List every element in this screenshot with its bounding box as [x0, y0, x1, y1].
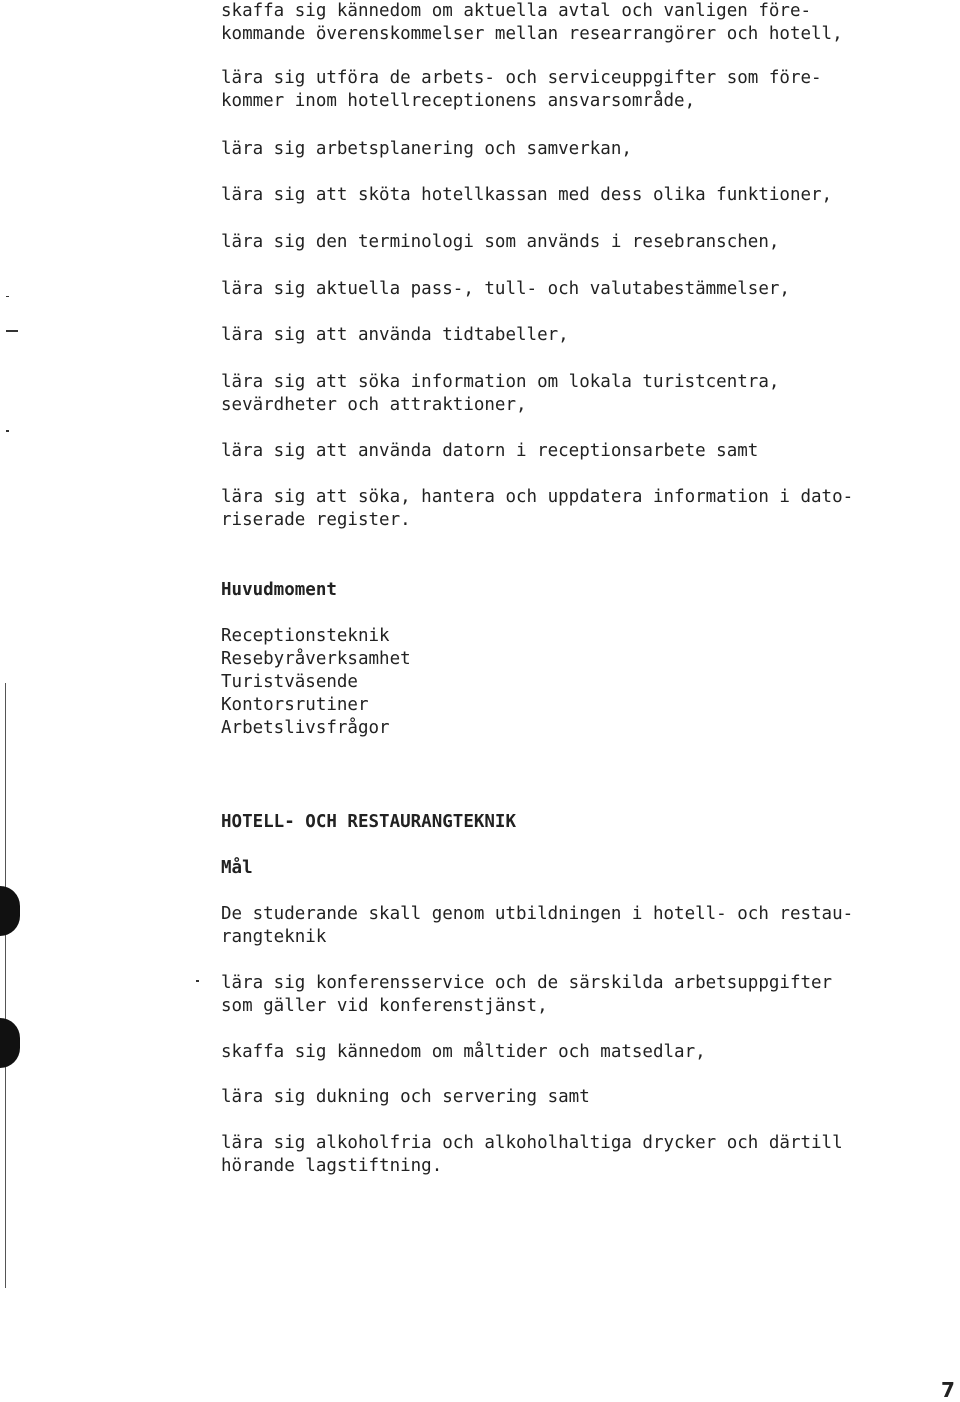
section-heading-huvudmoment: Huvudmoment [221, 580, 337, 600]
main-components-list: Receptionsteknik Resebyråverksamhet Turistväsende Kontorsrutiner Arbetslivsfrågor [221, 626, 411, 738]
page-number: 7 [941, 1378, 955, 1402]
section-intro-paragraph: De studerande skall genom utbildningen i hotell- och restau- rangteknik [221, 904, 854, 947]
margin-tick-mark [6, 330, 18, 332]
margin-dot [6, 430, 9, 432]
hotel-objective-1: lära sig konferensservice och de särskilda arbetsuppgifter som gäller vid konferenstjänst, [221, 973, 833, 1016]
section-subheading-mal: Mål [221, 858, 253, 878]
objective-paragraph-9: lära sig att använda datorn i receptionsarbete samt [221, 441, 759, 461]
hotel-objective-2: skaffa sig kännedom om måltider och matsedlar, [221, 1042, 706, 1062]
margin-dot [196, 980, 199, 982]
objective-paragraph-8: lära sig att söka information om lokala turistcentra, sevärdheter och attraktioner, [221, 372, 780, 415]
hotel-objective-4: lära sig alkoholfria och alkoholhaltiga drycker och därtill hörande lagstiftning. [221, 1133, 843, 1176]
margin-marker [0, 886, 20, 936]
objective-paragraph-7: lära sig att använda tidtabeller, [221, 325, 569, 345]
objective-paragraph-4: lära sig att sköta hotellkassan med dess olika funktioner, [221, 185, 833, 205]
left-margin-rule [5, 683, 6, 1288]
objective-paragraph-3: lära sig arbetsplanering och samverkan, [221, 139, 632, 159]
objective-paragraph-5: lära sig den terminologi som används i resebranschen, [221, 232, 780, 252]
section-title-hotel-restaurant: HOTELL- OCH RESTAURANGTEKNIK [221, 812, 517, 832]
margin-dot [6, 296, 9, 297]
objective-paragraph-2: lära sig utföra de arbets- och serviceuppgifter som före- kommer inom hotellreceptionens ansvarsområde, [221, 68, 822, 111]
objective-paragraph-10: lära sig att söka, hantera och uppdatera information i dato- riserade register. [221, 487, 854, 530]
margin-marker [0, 1018, 20, 1068]
objective-paragraph-6: lära sig aktuella pass-, tull- och valutabestämmelser, [221, 279, 790, 299]
objective-paragraph-1: skaffa sig kännedom om aktuella avtal och vanligen före- kommande överenskommelser mellan researrangörer och hotell, [221, 1, 843, 44]
hotel-objective-3: lära sig dukning och servering samt [221, 1087, 590, 1107]
